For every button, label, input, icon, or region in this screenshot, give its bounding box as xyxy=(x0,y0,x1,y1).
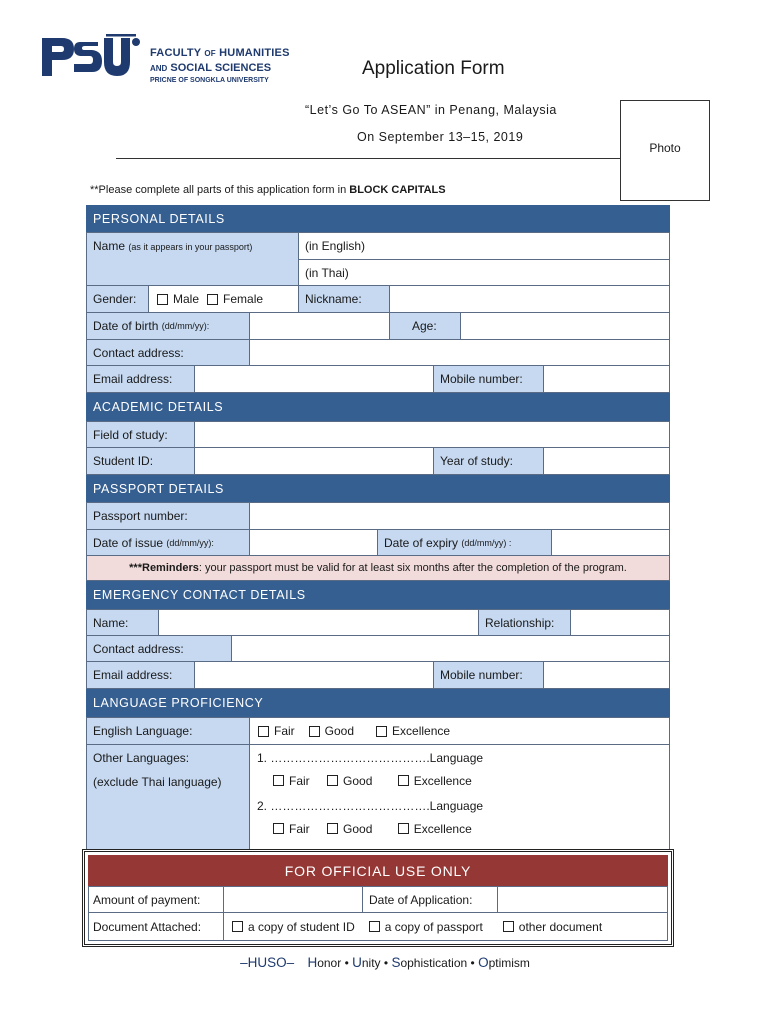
date-of-application-field[interactable] xyxy=(497,886,668,913)
fair-label: Fair xyxy=(274,724,295,738)
english-language-label: English Language: xyxy=(86,717,250,745)
other-languages-field[interactable] xyxy=(249,744,670,850)
document-attached-label: Document Attached: xyxy=(88,912,224,941)
event-title: “Let’s Go To ASEAN” in Penang, Malaysia xyxy=(305,103,557,117)
field-of-study-label: Field of study: xyxy=(86,421,195,448)
section-language-proficiency: LANGUAGE PROFICIENCY xyxy=(86,689,670,717)
student-id-copy-label: a copy of student ID xyxy=(248,919,355,934)
english-excellence-checkbox[interactable] xyxy=(376,726,387,737)
nickname-label: Nickname: xyxy=(298,285,390,313)
official-use-header: FOR OFFICIAL USE ONLY xyxy=(88,855,668,886)
gender-options xyxy=(148,285,299,313)
mobile-label: Mobile number: xyxy=(433,365,544,393)
name-english-field[interactable]: (in English) xyxy=(298,232,670,260)
contact-address-label: Contact address: xyxy=(86,339,250,366)
lang2-fair-checkbox[interactable] xyxy=(273,823,284,834)
dob-label: Date of birth (dd/mm/yy): xyxy=(86,312,250,340)
language-2-line[interactable]: 2. ………………………………….Language xyxy=(257,799,484,813)
nickname-field[interactable] xyxy=(389,285,670,313)
english-level-options xyxy=(249,717,670,745)
issue-date-field[interactable] xyxy=(249,529,378,556)
contact-address-field[interactable] xyxy=(249,339,670,366)
lang2-excellence-checkbox[interactable] xyxy=(398,823,409,834)
psu-logo-icon xyxy=(40,34,140,78)
other-languages-label: Other Languages: (exclude Thai language) xyxy=(86,744,250,850)
other-document-checkbox[interactable] xyxy=(503,921,514,932)
relationship-field[interactable] xyxy=(570,609,670,636)
language-1-levels: Fair Good Excellence xyxy=(257,774,472,788)
dob-field[interactable] xyxy=(249,312,390,340)
name-thai-field[interactable]: (in Thai) xyxy=(298,259,670,286)
header-divider xyxy=(116,158,620,159)
passport-reminder: ***Reminders : your passport must be valid for at least six months after the completion of the program. xyxy=(86,555,670,581)
year-of-study-field[interactable] xyxy=(543,447,670,475)
form-title: Application Form xyxy=(362,58,505,79)
name-label: Name (as it appears in your passport) xyxy=(86,232,299,286)
section-personal-details: PERSONAL DETAILS xyxy=(86,205,670,232)
section-passport-details: PASSPORT DETAILS xyxy=(86,475,670,502)
student-id-copy-checkbox[interactable] xyxy=(232,921,243,932)
passport-copy-checkbox[interactable] xyxy=(369,921,380,932)
emergency-name-field[interactable] xyxy=(158,609,479,636)
age-label: Age: xyxy=(389,312,461,340)
passport-number-field[interactable] xyxy=(249,502,670,530)
excellence-label: Excellence xyxy=(392,724,451,738)
university-name: PRICNE OF SONGKLA UNIVERSITY xyxy=(150,77,269,84)
male-label: Male xyxy=(173,292,200,306)
lang2-good-checkbox[interactable] xyxy=(327,823,338,834)
passport-number-label: Passport number: xyxy=(86,502,250,530)
issue-date-label: Date of issue (dd/mm/yy): xyxy=(86,529,250,556)
photo-box[interactable] xyxy=(620,100,710,201)
amount-of-payment-field[interactable] xyxy=(223,886,363,913)
expiry-date-field[interactable] xyxy=(551,529,670,556)
gender-label: Gender: xyxy=(86,285,149,313)
relationship-label: Relationship: xyxy=(478,609,571,636)
mobile-field[interactable] xyxy=(543,365,670,393)
email-field[interactable] xyxy=(194,365,434,393)
emergency-contact-field[interactable] xyxy=(231,635,670,662)
male-checkbox[interactable] xyxy=(157,294,168,305)
date-of-application-label: Date of Application: xyxy=(362,886,498,913)
instruction-note: **Please complete all parts of this application form in BLOCK CAPITALS xyxy=(90,184,446,196)
age-field[interactable] xyxy=(460,312,670,340)
emergency-contact-label: Contact address: xyxy=(86,635,232,662)
email-label: Email address: xyxy=(86,365,195,393)
faculty-line-2: AND SOCIAL SCIENCES xyxy=(150,62,272,74)
footer-motto: –HUSO– Honor • Unity • Sophistication • Optimism xyxy=(240,955,530,970)
lang1-excellence-checkbox[interactable] xyxy=(398,775,409,786)
emergency-name-label: Name: xyxy=(86,609,159,636)
english-fair-checkbox[interactable] xyxy=(258,726,269,737)
document-attached-options xyxy=(223,912,668,941)
female-label: Female xyxy=(223,292,264,306)
emergency-email-field[interactable] xyxy=(194,661,434,689)
lang1-fair-checkbox[interactable] xyxy=(273,775,284,786)
emergency-mobile-field[interactable] xyxy=(543,661,670,689)
student-id-field[interactable] xyxy=(194,447,434,475)
year-of-study-label: Year of study: xyxy=(433,447,544,475)
student-id-label: Student ID: xyxy=(86,447,195,475)
faculty-line-1: FACULTY OF HUMANITIES xyxy=(150,47,290,59)
english-good-checkbox[interactable] xyxy=(309,726,320,737)
lang1-good-checkbox[interactable] xyxy=(327,775,338,786)
emergency-mobile-label: Mobile number: xyxy=(433,661,544,689)
emergency-email-label: Email address: xyxy=(86,661,195,689)
field-of-study-field[interactable] xyxy=(194,421,670,448)
other-document-label: other document xyxy=(518,919,603,934)
event-date: On September 13–15, 2019 xyxy=(357,130,524,144)
section-emergency-contact: EMERGENCY CONTACT DETAILS xyxy=(86,581,670,609)
expiry-date-label: Date of expiry (dd/mm/yy) : xyxy=(377,529,552,556)
language-2-levels: Fair Good Excellence xyxy=(257,822,472,836)
section-academic-details: ACADEMIC DETAILS xyxy=(86,393,670,421)
passport-copy-label: a copy of passport xyxy=(384,919,483,934)
female-checkbox[interactable] xyxy=(207,294,218,305)
amount-of-payment-label: Amount of payment: xyxy=(88,886,224,913)
good-label: Good xyxy=(324,724,355,738)
language-1-line[interactable]: 1. ………………………………….Language xyxy=(257,751,484,765)
photo-label: Photo xyxy=(649,141,681,155)
